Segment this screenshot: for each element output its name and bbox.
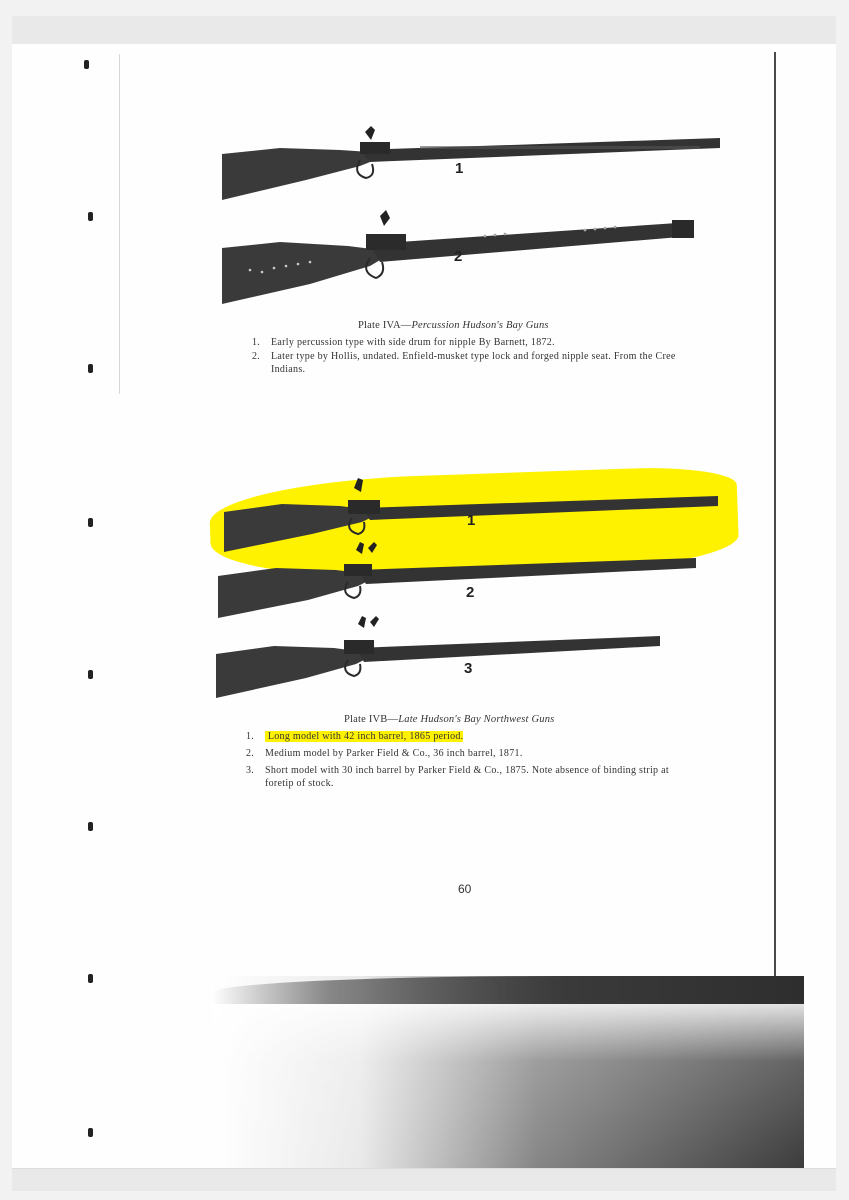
list-item: 3. Short model with 30 inch barrel by Parker Field & Co., 1875. Note absence of binding strip at foretip of stock. — [246, 765, 669, 789]
punch-mark — [84, 60, 89, 69]
plate-a-title-italic: Percussion Hudson's Bay Guns — [411, 320, 549, 331]
page-edge-line — [119, 54, 120, 394]
plate-b-number-3: 3 — [464, 660, 473, 677]
list-item: 2. Later type by Hollis, undated. Enfield-musket type lock and forged nipple seat. From the Cree Indians. — [252, 351, 676, 375]
page-edge-line — [774, 52, 776, 976]
scanned-page — [12, 44, 836, 1168]
plate-b-number-2: 2 — [466, 584, 475, 601]
viewer-top-bar — [12, 16, 836, 45]
scan-artifact — [212, 976, 804, 1168]
punch-mark — [88, 670, 93, 679]
punch-mark — [88, 364, 93, 373]
plate-a-caption-list — [252, 336, 692, 376]
list-item: 1. Early percussion type with side drum for nipple By Barnett, 1872. — [252, 337, 555, 348]
plate-b-number-1: 1 — [467, 512, 476, 529]
gun-illustration-percussion-2 — [220, 206, 710, 306]
highlighted-caption: 1. Long model with 42 inch barrel, 1865 period. — [246, 731, 464, 742]
plate-b-caption-list — [246, 730, 686, 790]
gun-illustration-northwest-2 — [216, 540, 700, 620]
plate-a-number-2: 2 — [454, 248, 463, 265]
plate-a-title — [358, 320, 549, 331]
punch-mark — [88, 1128, 93, 1137]
punch-mark — [88, 822, 93, 831]
gun-illustration-percussion-1 — [220, 118, 724, 204]
plate-a-title-prefix: Plate IVA— — [358, 320, 412, 331]
plate-b-title-prefix: Plate IVB— — [344, 714, 399, 725]
plate-a-number-1: 1 — [455, 160, 464, 177]
viewer-bottom-bar — [12, 1168, 836, 1191]
list-item: 2. Medium model by Parker Field & Co., 36 inch barrel, 1871. — [246, 748, 523, 759]
gun-illustration-northwest-3 — [214, 610, 664, 700]
plate-b-title-italic: Late Hudson's Bay Northwest Guns — [398, 714, 555, 725]
punch-mark — [88, 974, 93, 983]
page-number: 60 — [458, 882, 472, 896]
punch-mark — [88, 518, 93, 527]
plate-b-title — [344, 714, 554, 725]
punch-mark — [88, 212, 93, 221]
list-item — [246, 730, 686, 743]
